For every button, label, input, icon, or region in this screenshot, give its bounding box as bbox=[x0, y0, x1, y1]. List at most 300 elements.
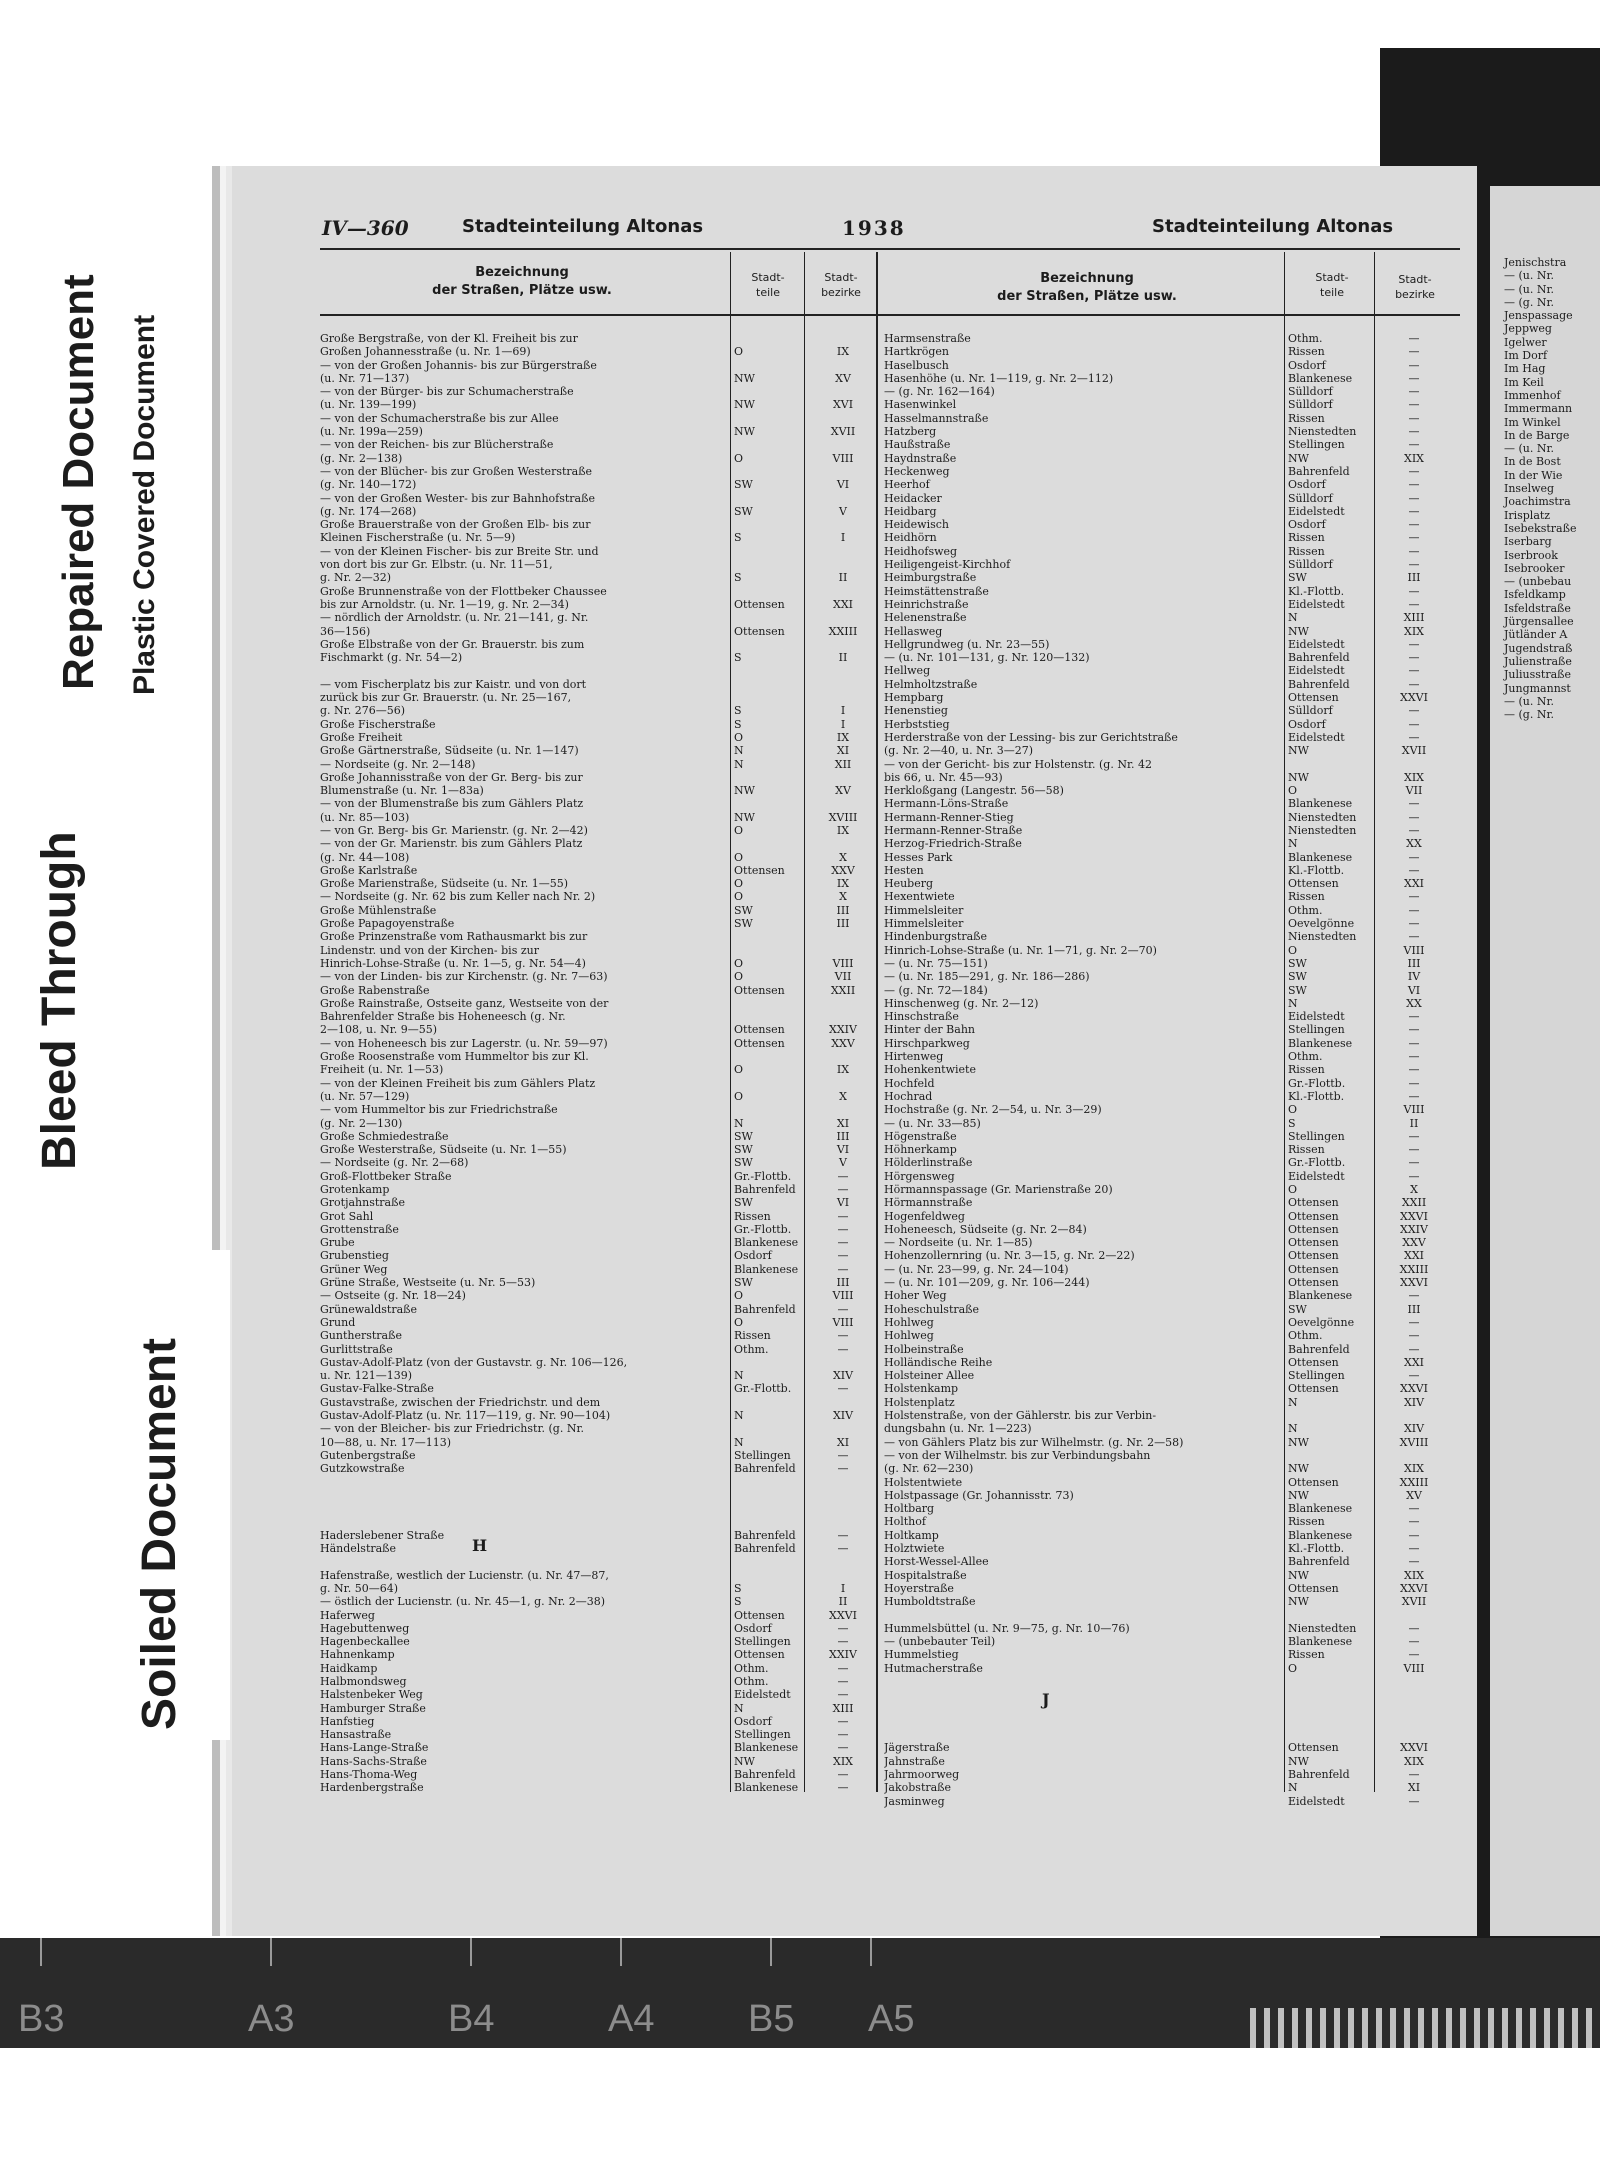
table-row bbox=[320, 625, 876, 638]
stadtbezirk-cell: XXII bbox=[830, 983, 856, 997]
stadtbezirk-cell: — bbox=[1408, 478, 1420, 492]
stadtteil-cell: SW bbox=[1288, 571, 1307, 585]
stadtteil-cell: Osdorf bbox=[1288, 717, 1326, 731]
stadtbezirk-cell: — bbox=[837, 1688, 849, 1702]
ruler-mark-b3: B3 bbox=[18, 1998, 65, 2040]
rule-v3 bbox=[876, 252, 878, 1792]
stadtteil-cell: NW bbox=[734, 1754, 755, 1768]
stadtteil-cell: NW bbox=[734, 810, 755, 824]
street-name: Gustav-Adolf-Platz (von der Gustavstr. g. Nr. 106—126, bbox=[320, 1355, 628, 1369]
street-name: Hummelsbüttel (u. Nr. 9—75, g. Nr. 10—76) bbox=[884, 1621, 1130, 1635]
adjacent-row: In de Barge bbox=[1504, 428, 1570, 442]
stadtteil-cell: Ottensen bbox=[734, 863, 785, 877]
stadtbezirk-cell: — bbox=[1408, 823, 1420, 837]
stadtteil-cell: N bbox=[734, 1409, 744, 1423]
stadtbezirk-cell: — bbox=[1408, 345, 1420, 359]
table-row bbox=[884, 1369, 1454, 1382]
stadtteil-cell: Rissen bbox=[1288, 1515, 1325, 1529]
street-name: — von der Gr. Marienstr. bis zum Gählers Platz bbox=[320, 837, 583, 851]
stadtteil-cell: Bahrenfeld bbox=[734, 1183, 796, 1196]
table-row bbox=[320, 332, 876, 345]
table-row bbox=[320, 1675, 876, 1688]
stadtteil-cell: O bbox=[734, 1289, 744, 1303]
stadtteil-cell: NW bbox=[734, 371, 755, 385]
stadtteil-cell: Rissen bbox=[1288, 544, 1325, 558]
ruler-tick bbox=[470, 1938, 472, 1966]
table-row bbox=[884, 1343, 1454, 1356]
stadtbezirk-cell: III bbox=[836, 903, 850, 917]
street-name: Große Bergstraße, von der Kl. Freiheit bis zur bbox=[320, 332, 578, 345]
street-name: Händelstraße bbox=[320, 1542, 397, 1556]
street-name: Hagebuttenweg bbox=[320, 1621, 410, 1635]
street-name: (g. Nr. 2—130) bbox=[320, 1116, 403, 1130]
street-name: Hellweg bbox=[884, 664, 931, 678]
table-row bbox=[884, 545, 1454, 558]
table-row bbox=[320, 345, 876, 358]
street-name: — von der Kleinen Freiheit bis zum Gählers Platz bbox=[320, 1076, 596, 1090]
stadtteil-cell: S bbox=[734, 704, 742, 718]
stadtbezirk-cell: XXV bbox=[1402, 1236, 1426, 1250]
table-row bbox=[884, 664, 1454, 677]
table-row bbox=[884, 1622, 1454, 1635]
stadtteil-cell: NW bbox=[734, 425, 755, 439]
stadtbezirk-cell: X bbox=[839, 1089, 847, 1103]
stadtteil-cell: N bbox=[1288, 1781, 1298, 1795]
table-row bbox=[320, 545, 876, 558]
street-name: Horst-Wessel-Allee bbox=[884, 1555, 989, 1569]
table-row bbox=[320, 784, 876, 797]
table-row bbox=[320, 1449, 876, 1462]
street-name: — von Hoheneesch bis zur Lagerstr. (u. Nr. 59—97) bbox=[320, 1036, 608, 1050]
stadtteil-cell: Bahrenfeld bbox=[1288, 1342, 1350, 1356]
street-name: Holstenstraße, von der Gählerstr. bis zur Verbin- bbox=[884, 1409, 1157, 1423]
street-name: zurück bis zur Gr. Brauerstr. (u. Nr. 25—167, bbox=[320, 691, 572, 705]
street-name: Grünewaldstraße bbox=[320, 1302, 417, 1316]
stadtbezirk-cell: X bbox=[1410, 1183, 1418, 1196]
street-name: Halbmondsweg bbox=[320, 1674, 407, 1688]
stadtbezirk-cell: III bbox=[836, 1129, 850, 1143]
stadtteil-cell: O bbox=[1288, 1661, 1298, 1675]
stadtbezirk-cell: — bbox=[1408, 1369, 1420, 1383]
stadtteil-cell: SW bbox=[734, 1276, 753, 1290]
street-name: u. Nr. 121—139) bbox=[320, 1369, 413, 1383]
street-name: Halstenbeker Weg bbox=[320, 1688, 423, 1702]
stadtteil-cell: Ottensen bbox=[734, 1608, 785, 1622]
stadtbezirk-cell: VIII bbox=[832, 451, 854, 465]
street-name: Blumenstraße (u. Nr. 1—83a) bbox=[320, 784, 484, 798]
street-name: (g. Nr. 62—230) bbox=[884, 1462, 974, 1476]
stadtteil-cell: Nienstedten bbox=[1288, 425, 1357, 439]
street-name: Hesses Park bbox=[884, 850, 953, 864]
stadtbezirk-cell: V bbox=[839, 1156, 847, 1170]
street-name: Hexentwiete bbox=[884, 890, 955, 904]
table-row bbox=[884, 478, 1454, 491]
stadtbezirk-cell: I bbox=[840, 704, 846, 718]
adjacent-row: Isfeldkamp bbox=[1504, 588, 1566, 602]
street-name: Guntherstraße bbox=[320, 1329, 402, 1343]
table-row bbox=[884, 1196, 1454, 1209]
street-name: Hinter der Bahn bbox=[884, 1023, 975, 1037]
street-name: Haußstraße bbox=[884, 438, 951, 452]
table-row bbox=[884, 1476, 1454, 1489]
stadtbezirk-cell: — bbox=[1408, 917, 1420, 931]
stadtbezirk-cell: IX bbox=[836, 823, 850, 837]
stadtbezirk-cell: — bbox=[1408, 1502, 1420, 1516]
table-row bbox=[320, 452, 876, 465]
stadtteil-cell: O bbox=[1288, 784, 1298, 798]
table-row bbox=[320, 478, 876, 491]
stadtteil-cell: Ottensen bbox=[734, 597, 785, 611]
stadtbezirk-cell: II bbox=[838, 571, 848, 585]
stadtteil-cell: Stellingen bbox=[1288, 1129, 1345, 1143]
street-name: Hoheneesch, Südseite (g. Nr. 2—84) bbox=[884, 1222, 1087, 1236]
adjacent-row: Iserbarg bbox=[1504, 535, 1552, 549]
table-row bbox=[884, 1289, 1454, 1302]
street-name: Freiheit (u. Nr. 1—53) bbox=[320, 1063, 444, 1077]
stadtteil-cell: N bbox=[1288, 837, 1298, 851]
table-row bbox=[884, 638, 1454, 651]
ruler-mark-a5: A5 bbox=[868, 1998, 915, 2040]
table-row bbox=[884, 1609, 1454, 1622]
stadtbezirk-cell: — bbox=[837, 1302, 849, 1316]
street-name: — von der Bleicher- bis zur Friedrichstr. (g. Nr. bbox=[320, 1422, 584, 1436]
stadtteil-cell: Stellingen bbox=[734, 1448, 791, 1462]
table-row bbox=[320, 837, 876, 850]
stadtteil-cell: NW bbox=[1288, 1488, 1309, 1502]
adjacent-row: Jütländer A bbox=[1504, 628, 1568, 642]
table-row bbox=[884, 558, 1454, 571]
street-name: Heidbarg bbox=[884, 504, 937, 518]
table-row bbox=[320, 1130, 876, 1143]
stadtbezirk-cell: — bbox=[1408, 1076, 1420, 1090]
stadtteil-cell: Sülldorf bbox=[1288, 704, 1333, 718]
stadtbezirk-cell: — bbox=[837, 1528, 849, 1542]
stadtbezirk-cell: — bbox=[1408, 704, 1420, 718]
stadtbezirk-cell: XI bbox=[836, 744, 850, 758]
street-name: Große Marienstraße, Südseite (u. Nr. 1—55) bbox=[320, 877, 569, 891]
street-name: Hafenstraße, westlich der Lucienstr. (u. Nr. 47—87, bbox=[320, 1568, 609, 1582]
street-name: — (g. Nr. 162—164) bbox=[884, 385, 995, 399]
street-name: — von der Linden- bis zur Kirchenstr. (g. Nr. 7—63) bbox=[320, 970, 608, 984]
stadtbezirk-cell: — bbox=[1408, 584, 1420, 598]
stadtbezirk-cell: — bbox=[1408, 411, 1420, 425]
header-title-left: Stadteinteilung Altonas bbox=[462, 216, 704, 237]
stadtbezirk-cell: XIX bbox=[1403, 624, 1424, 638]
street-name: Fischmarkt (g. Nr. 54—2) bbox=[320, 651, 463, 665]
table-row bbox=[884, 1489, 1454, 1502]
street-name: Hamburger Straße bbox=[320, 1701, 426, 1715]
street-name: — (unbebauter Teil) bbox=[884, 1635, 996, 1649]
table-row bbox=[884, 864, 1454, 877]
table-row bbox=[884, 890, 1454, 903]
table-row bbox=[884, 1037, 1454, 1050]
stadtbezirk-cell: XV bbox=[1406, 1488, 1422, 1502]
stadtbezirk-cell: VIII bbox=[832, 1315, 854, 1329]
color-ruler bbox=[0, 1938, 1600, 2048]
column-header-rule bbox=[320, 314, 1460, 316]
street-name: Holstpassage (Gr. Johannisstr. 73) bbox=[884, 1488, 1074, 1502]
street-name: Gurlittstraße bbox=[320, 1342, 393, 1356]
stadtbezirk-cell: XXIII bbox=[1399, 1262, 1429, 1276]
table-row bbox=[884, 957, 1454, 970]
table-row bbox=[884, 1688, 1454, 1701]
street-name: Hellgrundweg (u. Nr. 23—55) bbox=[884, 637, 1050, 651]
table-row bbox=[320, 1409, 876, 1422]
table-row bbox=[320, 731, 876, 744]
street-name: Hochstraße (g. Nr. 2—54, u. Nr. 3—29) bbox=[884, 1103, 1102, 1117]
table-row bbox=[884, 452, 1454, 465]
street-name: Lindenstr. und von der Kirchen- bis zur bbox=[320, 943, 539, 957]
stadtbezirk-cell: — bbox=[1408, 1315, 1420, 1329]
table-row bbox=[320, 638, 876, 651]
stadtbezirk-cell: I bbox=[840, 531, 846, 545]
street-name: Große Papagoyenstraße bbox=[320, 917, 455, 931]
table-row bbox=[320, 1023, 876, 1036]
left-street-list bbox=[320, 332, 876, 1795]
table-row bbox=[320, 1103, 876, 1116]
stadtbezirk-cell: — bbox=[1408, 464, 1420, 478]
stadtteil-cell: Gr.-Flottb. bbox=[734, 1169, 792, 1183]
stadtbezirk-cell: — bbox=[1408, 491, 1420, 505]
table-row bbox=[320, 465, 876, 478]
table-row bbox=[884, 1768, 1454, 1781]
street-name: bis 66, u. Nr. 45—93) bbox=[884, 770, 1003, 784]
stadtbezirk-cell: XIX bbox=[1403, 1462, 1424, 1476]
table-row bbox=[884, 1635, 1454, 1648]
stadtbezirk-cell: — bbox=[1408, 332, 1420, 345]
stadtbezirk-cell: — bbox=[1408, 1036, 1420, 1050]
adjacent-row: Jenspassage bbox=[1504, 309, 1573, 323]
stadtteil-cell: Ottensen bbox=[1288, 1249, 1339, 1263]
stadtteil-cell: O bbox=[734, 1315, 744, 1329]
street-name: Hermann-Renner-Straße bbox=[884, 823, 1023, 837]
stadtbezirk-cell: — bbox=[1408, 1169, 1420, 1183]
repaired-label-box bbox=[48, 225, 108, 695]
street-name: Hellasweg bbox=[884, 624, 943, 638]
adjacent-row: Immermann bbox=[1504, 402, 1573, 416]
table-row bbox=[320, 651, 876, 664]
table-row bbox=[884, 904, 1454, 917]
adjacent-row: Im Dorf bbox=[1504, 349, 1548, 363]
table-row bbox=[884, 571, 1454, 584]
table-row bbox=[884, 1143, 1454, 1156]
ruler-tick bbox=[620, 1938, 622, 1966]
table-row bbox=[884, 398, 1454, 411]
table-row bbox=[320, 1422, 876, 1435]
stadtbezirk-cell: — bbox=[837, 1448, 849, 1462]
stadtbezirk-cell: XIX bbox=[1403, 1568, 1424, 1582]
street-name: — (u. Nr. 33—85) bbox=[884, 1116, 981, 1130]
stadtteil-cell: NW bbox=[734, 398, 755, 412]
adjacent-row: Jürgensallee bbox=[1504, 615, 1574, 629]
table-row bbox=[320, 1662, 876, 1675]
stadtbezirk-cell: VI bbox=[836, 1196, 850, 1210]
stadtbezirk-cell: XIX bbox=[832, 1754, 853, 1768]
stadtteil-cell: Blankenese bbox=[734, 1236, 799, 1250]
street-name: Hansastraße bbox=[320, 1728, 392, 1742]
street-name: 36—156) bbox=[320, 624, 371, 638]
ruler-tick bbox=[770, 1938, 772, 1966]
stadtteil-cell: O bbox=[734, 970, 744, 984]
street-name: — von der Blücher- bis zur Großen Westerstraße bbox=[320, 464, 593, 478]
street-name: (g. Nr. 44—108) bbox=[320, 850, 410, 864]
table-row bbox=[320, 824, 876, 837]
stadtbezirk-cell: XXVI bbox=[1400, 691, 1428, 705]
header-rule bbox=[320, 248, 1460, 250]
street-name: von dort bis zur Gr. Elbstr. (u. Nr. 11—51, bbox=[320, 558, 553, 572]
table-row bbox=[320, 1303, 876, 1316]
table-row bbox=[884, 1090, 1454, 1103]
stadtteil-cell: N bbox=[1288, 611, 1298, 625]
stadtteil-cell: O bbox=[734, 345, 744, 359]
stadtbezirk-cell: XXV bbox=[831, 1036, 855, 1050]
street-name: Grund bbox=[320, 1315, 356, 1329]
stadtteil-cell: Blankenese bbox=[1288, 1635, 1353, 1649]
table-row bbox=[320, 1648, 876, 1661]
stadtbezirk-cell: XXVI bbox=[1400, 1741, 1428, 1755]
table-row bbox=[320, 1396, 876, 1409]
stadtteil-cell: S bbox=[734, 571, 742, 585]
stadtbezirk-cell: — bbox=[1408, 1794, 1420, 1808]
ruler-mark-b5: B5 bbox=[748, 1998, 795, 2040]
table-row bbox=[320, 571, 876, 584]
table-row bbox=[884, 1303, 1454, 1316]
stadtteil-cell: Bahrenfeld bbox=[734, 1528, 796, 1542]
stadtbezirk-cell: VI bbox=[1407, 983, 1421, 997]
stadtteil-cell: Bahrenfeld bbox=[1288, 651, 1350, 665]
stadtbezirk-cell: XXIII bbox=[1399, 1475, 1429, 1489]
table-row bbox=[320, 1529, 876, 1542]
stadtbezirk-cell: — bbox=[1408, 597, 1420, 611]
table-row bbox=[320, 984, 876, 997]
street-name: Hörgensweg bbox=[884, 1169, 955, 1183]
stadtteil-cell: Othm. bbox=[734, 1674, 769, 1688]
table-row bbox=[884, 1436, 1454, 1449]
stadtbezirk-cell: — bbox=[837, 1781, 849, 1795]
street-name: Heiligengeist-Kirchhof bbox=[884, 558, 1011, 572]
street-name: Große Rabenstraße bbox=[320, 983, 430, 997]
stadtteil-cell: NW bbox=[734, 784, 755, 798]
stadtteil-cell: Eidelstedt bbox=[1288, 664, 1345, 678]
stadtteil-cell: Othm. bbox=[1288, 1050, 1323, 1064]
stadtbezirk-cell: — bbox=[1408, 1648, 1420, 1662]
table-row bbox=[320, 585, 876, 598]
adjacent-row: Iserbrook bbox=[1504, 548, 1558, 562]
street-name: Holstenplatz bbox=[884, 1395, 955, 1409]
table-row bbox=[884, 944, 1454, 957]
adjacent-row: Im Hag bbox=[1504, 362, 1546, 376]
repaired-label: Repaired Document bbox=[54, 274, 103, 690]
adjacent-row: Inselweg bbox=[1504, 482, 1555, 496]
stadtbezirk-cell: — bbox=[1408, 1063, 1420, 1077]
stadtbezirk-cell: III bbox=[836, 1276, 850, 1290]
stadtteil-cell: Ottensen bbox=[1288, 1236, 1339, 1250]
street-name: bis zur Arnoldstr. (u. Nr. 1—19, g. Nr. 2—34) bbox=[320, 597, 569, 611]
ruler-mark-a3: A3 bbox=[248, 1998, 295, 2040]
street-name: Hummelstieg bbox=[884, 1648, 959, 1662]
street-name: Hohenkentwiete bbox=[884, 1063, 976, 1077]
table-row bbox=[320, 412, 876, 425]
street-name: Hindenburgstraße bbox=[884, 930, 987, 944]
stadtteil-cell: Bahrenfeld bbox=[1288, 677, 1350, 691]
street-name: Grotenkamp bbox=[320, 1183, 390, 1196]
street-name: Hempbarg bbox=[884, 691, 944, 705]
stadtteil-cell: NW bbox=[1288, 1568, 1309, 1582]
stadtbezirk-cell: III bbox=[836, 917, 850, 931]
stadtbezirk-cell: — bbox=[1408, 863, 1420, 877]
street-name: Hardenbergstraße bbox=[320, 1781, 424, 1795]
stadtbezirk-cell: — bbox=[1408, 810, 1420, 824]
stadtteil-cell: S bbox=[734, 531, 742, 545]
street-name: Hermann-Renner-Stieg bbox=[884, 810, 1014, 824]
stadtbezirk-cell: — bbox=[1408, 677, 1420, 691]
stadtteil-cell: NW bbox=[1288, 624, 1309, 638]
adjacent-row: Igelwer bbox=[1504, 335, 1547, 349]
stadtbezirk-cell: VII bbox=[834, 970, 852, 984]
table-row bbox=[320, 505, 876, 518]
adjacent-row: Jugendstraß bbox=[1504, 641, 1573, 655]
stadtteil-cell: Ottensen bbox=[734, 983, 785, 997]
stadtbezirk-cell: XXIII bbox=[828, 624, 858, 638]
table-row bbox=[320, 1090, 876, 1103]
table-row bbox=[320, 771, 876, 784]
table-row bbox=[884, 1449, 1454, 1462]
table-row bbox=[320, 1702, 876, 1715]
table-row bbox=[320, 398, 876, 411]
table-row bbox=[320, 1063, 876, 1076]
street-name: — nördlich der Arnoldstr. (u. Nr. 21—141, g. Nr. bbox=[320, 611, 589, 625]
table-row bbox=[320, 1542, 876, 1555]
stadtbezirk-cell: XXIV bbox=[1400, 1222, 1428, 1236]
table-row bbox=[320, 904, 876, 917]
stadtteil-cell: Eidelstedt bbox=[1288, 637, 1345, 651]
stadtbezirk-cell: XV bbox=[835, 371, 851, 385]
street-name: (u. Nr. 139—199) bbox=[320, 398, 417, 412]
table-row bbox=[320, 1688, 876, 1701]
street-name: Hohenzollernring (u. Nr. 3—15, g. Nr. 2—22) bbox=[884, 1249, 1135, 1263]
street-name: Hölderlinstraße bbox=[884, 1156, 973, 1170]
street-name: Heimstättenstraße bbox=[884, 584, 989, 598]
street-name: Große Roosenstraße vom Hummeltor bis zur Kl. bbox=[320, 1050, 589, 1064]
adjacent-row: Isfeldstraße bbox=[1504, 601, 1571, 615]
table-row bbox=[320, 1037, 876, 1050]
table-row bbox=[884, 784, 1454, 797]
bleed-through-label-box bbox=[20, 630, 90, 1200]
stadtbezirk-cell: XIV bbox=[832, 1409, 854, 1423]
table-row bbox=[884, 970, 1454, 983]
stadtteil-cell: SW bbox=[1288, 1302, 1307, 1316]
stadtbezirk-cell: III bbox=[1407, 571, 1421, 585]
table-row bbox=[884, 1529, 1454, 1542]
stadtbezirk-cell: — bbox=[837, 1674, 849, 1688]
street-name: Hutmacherstraße bbox=[884, 1661, 983, 1675]
street-name: — von der Kleinen Fischer- bis zur Breite Str. und bbox=[320, 544, 599, 558]
stadtteil-cell: Eidelstedt bbox=[1288, 730, 1345, 744]
street-name: — von der Wilhelmstr. bis zur Verbindungsbahn bbox=[884, 1448, 1151, 1462]
stadtteil-cell: N bbox=[734, 744, 744, 758]
stadtteil-cell: Eidelstedt bbox=[1288, 1169, 1345, 1183]
stadtteil-cell: O bbox=[734, 877, 744, 891]
stadtbezirk-cell: XXI bbox=[1403, 1355, 1424, 1369]
table-row bbox=[320, 1489, 876, 1502]
stadtbezirk-cell: — bbox=[837, 1249, 849, 1263]
stadtteil-cell: Othm. bbox=[1288, 332, 1323, 345]
stadtteil-cell: Stellingen bbox=[734, 1728, 791, 1742]
table-row bbox=[320, 1050, 876, 1063]
street-name: Hanfstieg bbox=[320, 1714, 375, 1728]
stadtbezirk-cell: — bbox=[837, 1209, 849, 1223]
stadtbezirk-cell: XIX bbox=[1403, 1754, 1424, 1768]
